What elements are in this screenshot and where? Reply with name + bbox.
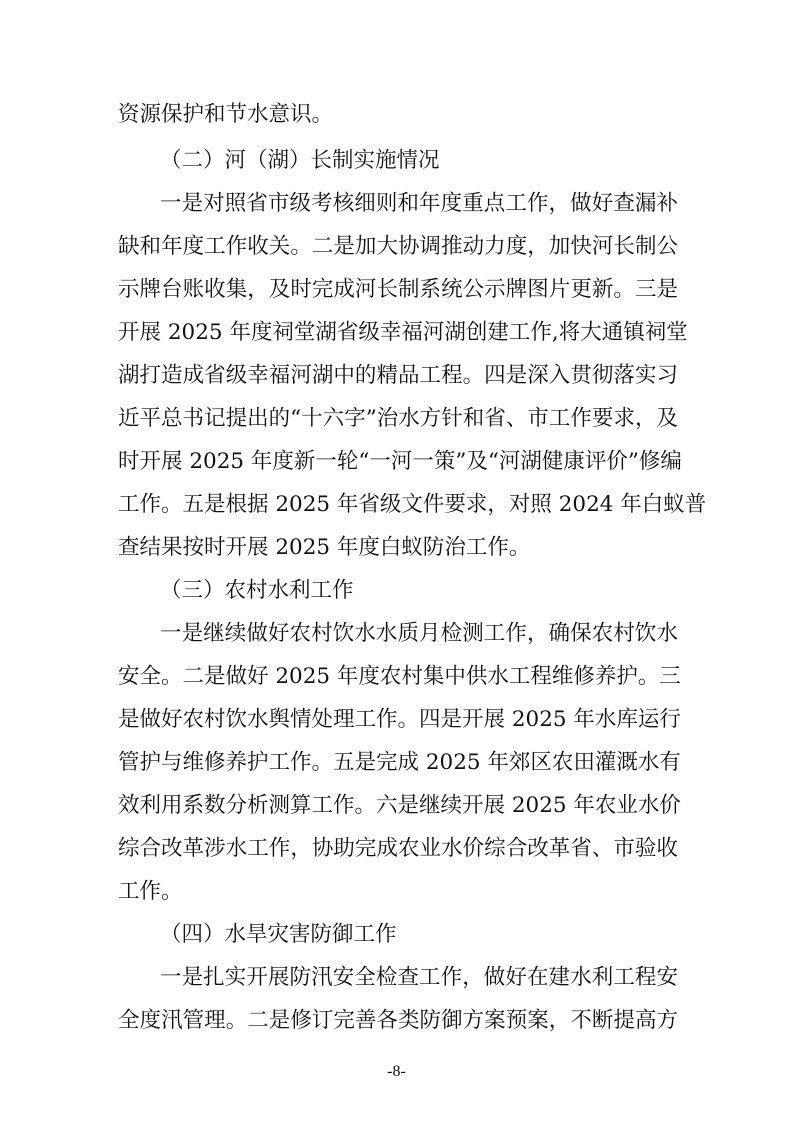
- paragraph-line: 一是对照省市级考核细则和年度重点工作，做好查漏补: [160, 191, 678, 216]
- paragraph-line: 查结果按时开展 2025 年度白蚁防治工作。: [118, 535, 531, 560]
- section-heading-flood-drought: （四）水旱灾害防御工作: [160, 922, 397, 947]
- paragraph-line: 是做好农村饮水舆情处理工作。四是开展 2025 年水库运行: [118, 707, 681, 732]
- paragraph-line: 资源保护和节水意识。: [118, 102, 334, 127]
- paragraph-line: 湖打造成省级幸福河湖中的精品工程。四是深入贯彻落实习: [118, 363, 678, 388]
- paragraph-line: 综合改革涉水工作，协助完成农业水价综合改革省、市验收: [118, 836, 678, 861]
- paragraph-line: 开展 2025 年度祠堂湖省级幸福河湖创建工作,将大通镇祠堂: [118, 320, 688, 345]
- paragraph-line: 管护与维修养护工作。五是完成 2025 年郊区农田灌溉水有: [118, 750, 681, 775]
- paragraph-line: 近平总书记提出的“十六字”治水方针和省、市工作要求，及: [118, 406, 678, 431]
- paragraph-line: 一是扎实开展防汛安全检查工作，做好在建水利工程安: [160, 965, 678, 990]
- paragraph-line: 安全。二是做好 2025 年度农村集中供水工程维修养护。三: [118, 664, 681, 689]
- paragraph-line: 时开展 2025 年度新一轮“一河一策”及“河湖健康评价”修编: [118, 449, 682, 474]
- section-heading-rural-water: （三）农村水利工作: [160, 578, 354, 603]
- paragraph-line: 工作。五是根据 2025 年省级文件要求，对照 2024 年白蚁普: [118, 492, 707, 517]
- paragraph-line: 工作。: [118, 879, 183, 904]
- section-heading-river-lake-chief: （二）河（湖）长制实施情况: [160, 148, 440, 173]
- paragraph-line: 效利用系数分析测算工作。六是继续开展 2025 年农业水价: [118, 793, 681, 818]
- paragraph-line: 示牌台账收集，及时完成河长制系统公示牌图片更新。三是: [118, 277, 678, 302]
- paragraph-line: 缺和年度工作收关。二是加大协调推动力度，加快河长制公: [118, 234, 678, 259]
- paragraph-line: 全度汛管理。二是修订完善各类防御方案预案，不断提高方: [118, 1008, 678, 1033]
- page-number: -8-: [387, 1063, 406, 1080]
- paragraph-line: 一是继续做好农村饮水水质月检测工作，确保农村饮水: [160, 621, 678, 646]
